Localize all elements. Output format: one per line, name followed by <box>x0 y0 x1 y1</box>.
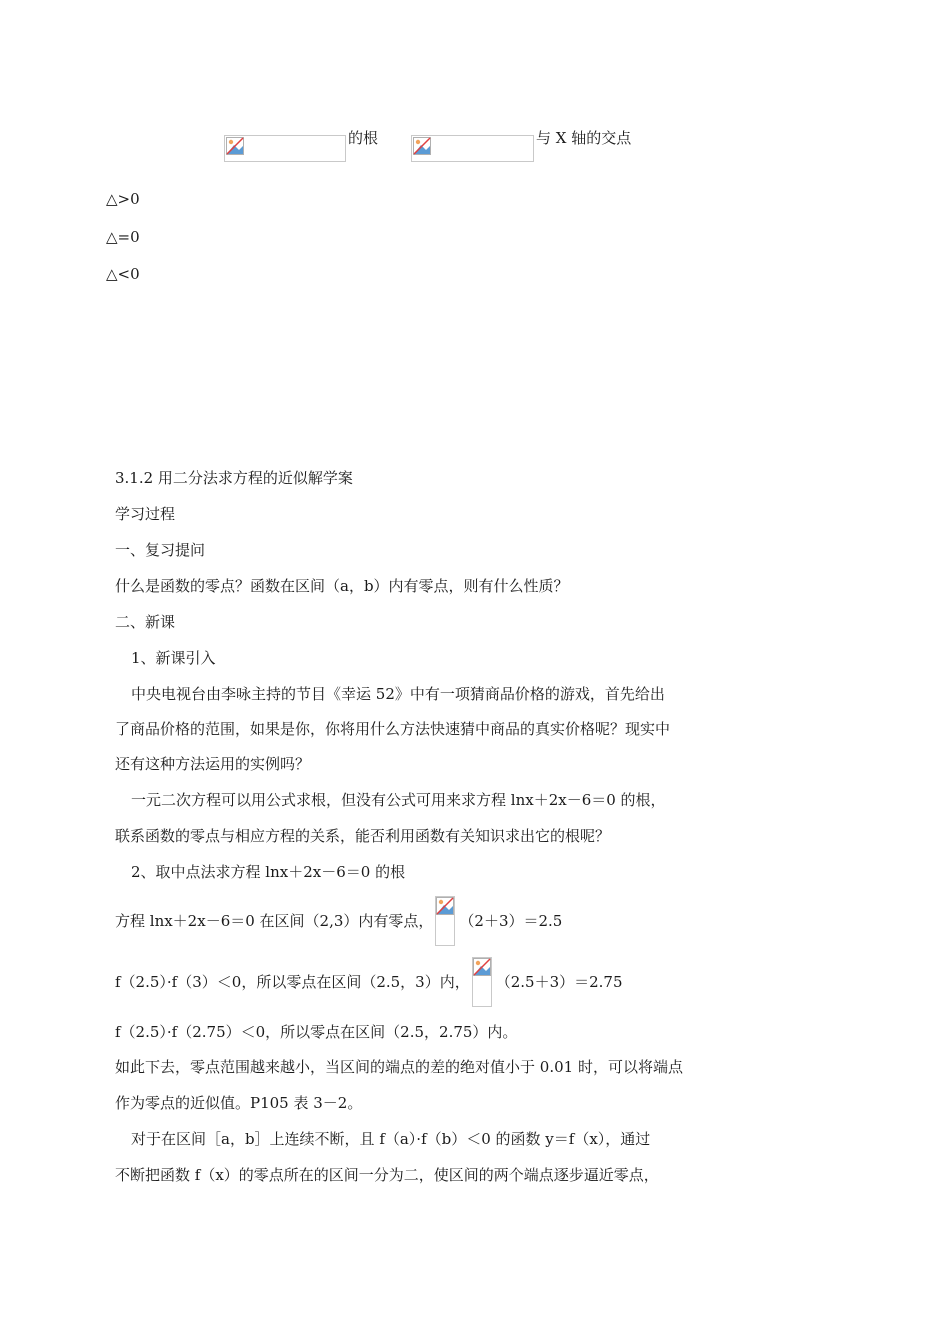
delta-negative: △<0 <box>106 265 140 283</box>
broken-image-icon <box>436 897 454 915</box>
section-title: 3.1.2 用二分法求方程的近似解学案 <box>115 469 353 487</box>
conclusion-line: 如此下去，零点范围越来越小，当区间的端点的差的绝对值小于 0.01 时，可以将端点 <box>115 1058 683 1076</box>
step2-prefix: f（2.5）·f（3）＜0，所以零点在区间（2.5，3）内， <box>115 973 470 991</box>
process-heading: 学习过程 <box>115 505 176 523</box>
broken-image-2 <box>411 135 534 162</box>
equation-para-line: 联系函数的零点与相应方程的关系，能否利用函数有关知识求出它的根呢？ <box>115 827 611 845</box>
delta-positive: △>0 <box>106 190 140 208</box>
broken-image-4 <box>472 957 492 1007</box>
step1-prefix: 方程 lnx＋2x－6＝0 在区间（2,3）内有零点， <box>115 912 434 930</box>
midpoint-heading: 2、取中点法求方程 lnx＋2x－6＝0 的根 <box>131 863 406 881</box>
new-lesson-heading: 二、新课 <box>115 613 176 631</box>
broken-image-3 <box>435 896 455 946</box>
step1-suffix: （2＋3）＝2.5 <box>459 912 563 930</box>
broken-image-icon <box>413 137 431 155</box>
step3-line: f（2.5）·f（2.75）＜0，所以零点在区间（2.5，2.75）内。 <box>115 1023 518 1041</box>
review-question: 什么是函数的零点？函数在区间（a，b）内有零点，则有什么性质？ <box>115 577 569 595</box>
step2-row <box>115 957 623 1007</box>
intro-para-line: 中央电视台由李咏主持的节目《幸运 52》中有一项猜商品价格的游戏，首先给出 <box>131 685 665 703</box>
broken-image-icon <box>226 137 244 155</box>
bisection-para-line: 对于在区间［a，b］上连续不断，且 f（a）·f（b）＜0 的函数 y＝f（x），通过 <box>131 1130 651 1148</box>
intro-heading: 1、新课引入 <box>131 649 216 667</box>
intersection-label: 与 X 轴的交点 <box>536 129 632 147</box>
bisection-para-line: 不断把函数 f（x）的零点所在的区间一分为二，使区间的两个端点逐步逼近零点， <box>115 1166 659 1184</box>
conclusion-line: 作为零点的近似值。P105 表 3－2。 <box>115 1094 363 1112</box>
step2-suffix: （2.5＋3）＝2.75 <box>495 973 623 991</box>
broken-image-icon <box>473 958 491 976</box>
delta-zero: △=0 <box>106 228 140 246</box>
broken-image-1 <box>224 135 346 162</box>
equation-para-line: 一元二次方程可以用公式求根，但没有公式可用来求方程 lnx＋2x－6＝0 的根， <box>131 791 666 809</box>
step1-row <box>115 896 562 946</box>
intro-para-line: 了商品价格的范围，如果是你，你将用什么方法快速猜中商品的真实价格呢？现实中 <box>115 720 671 738</box>
root-label: 的根 <box>348 129 379 147</box>
review-heading: 一、复习提问 <box>115 541 206 559</box>
intro-para-line: 还有这种方法运用的实例吗？ <box>115 755 311 773</box>
